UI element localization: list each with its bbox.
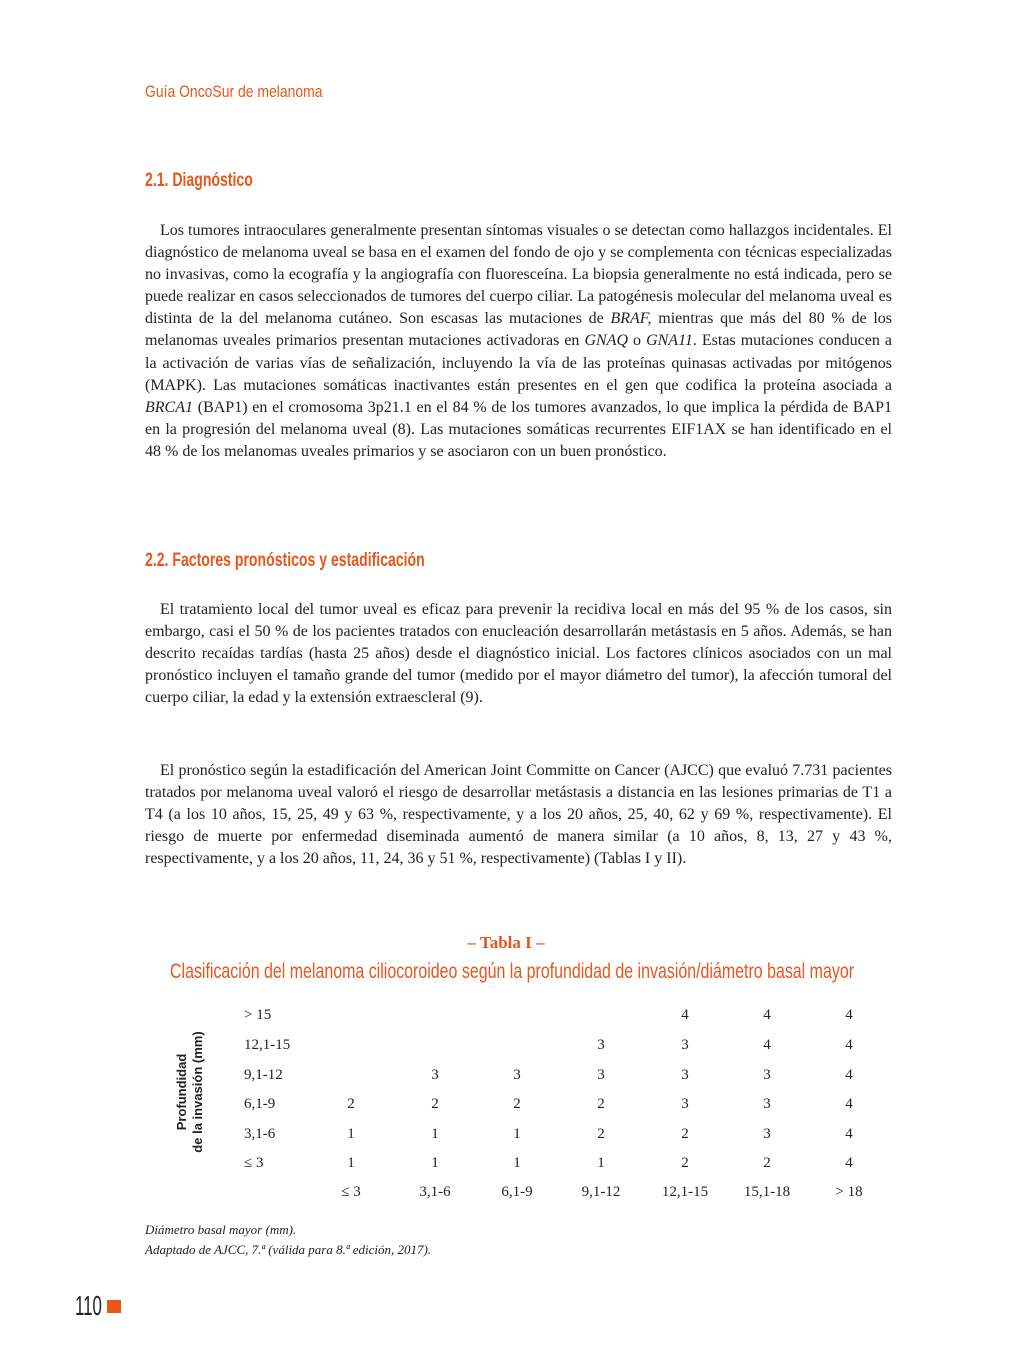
column-label: ≤ 3 — [341, 1184, 361, 1200]
column-label: > 18 — [835, 1184, 863, 1200]
table-cell: 3 — [681, 1096, 689, 1112]
table-cell: 4 — [763, 1037, 771, 1053]
table-cell: 1 — [597, 1155, 605, 1171]
column-label: 9,1-12 — [581, 1184, 621, 1200]
table-cell: 4 — [845, 1007, 853, 1023]
table-cell: 1 — [513, 1155, 521, 1171]
table-cell: 4 — [845, 1096, 853, 1112]
section-title-factores: 2.2. Factores pronósticos y estadificación — [145, 550, 425, 571]
table-label: – Tabla I – — [467, 933, 545, 952]
paragraph-factores-2: El pronóstico según la estadificación del American Joint Committe on Cancer (AJCC) que evaluó 7.731 pacientes tratados por melanoma uveal valoró el riesgo de desarrollar metástasis a distancia en las lesiones primarias de T1 a T4 (a los 10 años, 15, 25, 49 y 63 %, respectivamente, y a los 20 años, 25, 40, 62 y 69 %, respectivamente). El riesgo de muerte por enfermedad diseminada aumentó de manera similar (a 10 años, 8, 13, 27 y 43 %, respectivamente, y a los 20 años, 11, 24, 36 y 51 %, respectivamente) (Tablas I y II). — [145, 762, 892, 868]
table-cell: 3 — [431, 1067, 439, 1083]
table-cell: 2 — [597, 1096, 605, 1112]
table-cell: 4 — [845, 1155, 853, 1171]
table-cell: 2 — [681, 1126, 689, 1142]
table-cell: 4 — [763, 1007, 771, 1023]
row-label: ≤ 3 — [244, 1155, 264, 1171]
table-cell: 3 — [763, 1096, 771, 1112]
table-cell: 4 — [681, 1007, 689, 1023]
table-cell: 4 — [845, 1037, 853, 1053]
table-cell: 1 — [431, 1155, 439, 1171]
running-header: Guía OncoSur de melanoma — [145, 82, 323, 101]
table-cell: 4 — [845, 1126, 853, 1142]
table-cell: 3 — [513, 1067, 521, 1083]
paragraph-factores-1: El tratamiento local del tumor uveal es eficaz para prevenir la recidiva local en más del 95 % de los casos, sin embargo, casi el 50 % de los pacientes tratados con enucleación desarrollarán metástasis en 5 años. Además, se han descrito recaídas tardías (hasta 25 años) desde el diagnóstico inicial. Los factores clínicos asociados con un mal pronóstico incluyen el tamaño grande del tumor (medido por el mayor diámetro del tumor), la afección tumoral del cuerpo ciliar, la edad y la extensión extraescleral (9). — [145, 601, 892, 707]
table-cell: 2 — [597, 1126, 605, 1142]
table-cell: 1 — [513, 1126, 521, 1142]
table-cell: 2 — [431, 1096, 439, 1112]
row-label: 3,1-6 — [244, 1126, 276, 1142]
row-label: 12,1-15 — [244, 1037, 291, 1053]
row-label: > 15 — [244, 1007, 272, 1023]
table-cell: 3 — [763, 1126, 771, 1142]
page-number: 110 — [75, 1290, 102, 1321]
row-label: 9,1-12 — [244, 1067, 283, 1083]
y-axis-label-line-2: de la invasión (mm) — [190, 1031, 205, 1153]
footnote-diametro: Diámetro basal mayor (mm). — [145, 1222, 297, 1237]
page-marker-square — [107, 1300, 121, 1313]
table-cell: 2 — [681, 1155, 689, 1171]
table-cell: 1 — [431, 1126, 439, 1142]
column-label: 6,1-9 — [501, 1184, 533, 1200]
table-title: Clasificación del melanoma ciliocoroideo según la profundidad de invasión/diámetro basal mayor — [170, 960, 855, 983]
footnote-source: Adaptado de AJCC, 7.ª (válida para 8.ª edición, 2017). — [145, 1242, 432, 1257]
table-cell: 1 — [347, 1126, 355, 1142]
table-cell: 3 — [597, 1037, 605, 1053]
table-cell: 4 — [845, 1067, 853, 1083]
table-cell: 3 — [681, 1037, 689, 1053]
table-cell: 2 — [763, 1155, 771, 1171]
table-cell: 2 — [513, 1096, 521, 1112]
table-cell: 3 — [597, 1067, 605, 1083]
row-label: 6,1-9 — [244, 1096, 276, 1112]
y-axis-label-line-1: Profundidad — [174, 1053, 189, 1131]
section-title-diagnostico: 2.1. Diagnóstico — [145, 170, 253, 191]
table-cell: 1 — [347, 1155, 355, 1171]
paragraph-diagnostico: Los tumores intraoculares generalmente presentan síntomas visuales o se detectan como hallazgos incidentales. El diagnóstico de melanoma uveal se basa en el examen del fondo de ojo y se complementa con técnicas especializadas no invasivas, como la ecografía y la angiografía con fluoresceína. La biopsia generalmente no está indicada, pero se puede realizar en casos seleccionados de tumores del cuerpo ciliar. La patogénesis molecular del melanoma uveal es distinta de la del melanoma cutáneo. Son escasas las mutaciones de BRAF, mientras que más del 80 % de los melanomas uveales primarios presentan mutaciones activadoras en GNAQ o GNA11. Estas mutaciones conducen a la activación de varias vías de señalización, incluyendo la vía de las proteínas quinasas activadas por mitógenos (MAPK). Las mutaciones somáticas inactivantes están presentes en el gen que codifica la proteína asociada a BRCA1 (BAP1) en el cromosoma 3p21.1 en el 84 % de los tumores avanzados, lo que implica la pérdida de BAP1 en la progresión del melanoma uveal (8). Las mutaciones somáticas recurrentes EIF1AX se han identificado en el 48 % de los melanomas uveales primarios y se asociaron con un buen pronóstico. — [145, 222, 893, 460]
column-label: 15,1-18 — [743, 1184, 791, 1200]
column-label: 3,1-6 — [419, 1184, 451, 1200]
table-cell: 2 — [347, 1096, 355, 1112]
table-cell: 3 — [681, 1067, 689, 1083]
table-cell: 3 — [763, 1067, 771, 1083]
column-label: 12,1-15 — [661, 1184, 709, 1200]
